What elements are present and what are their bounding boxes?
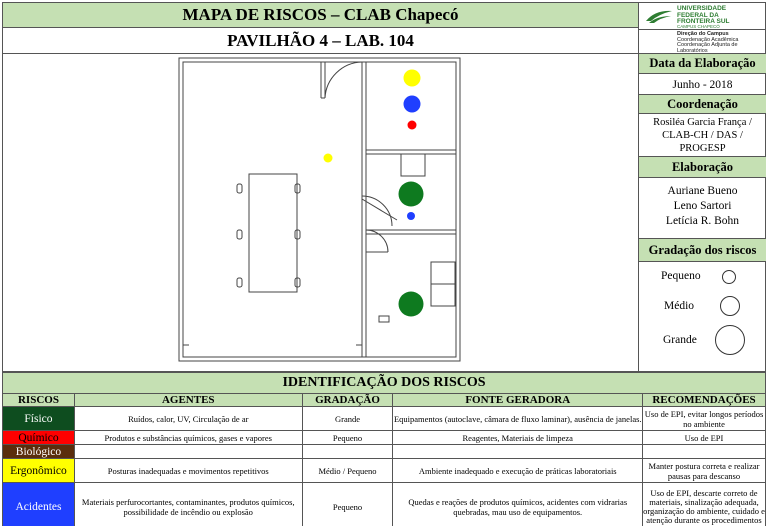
risk-agents bbox=[74, 445, 302, 459]
grade-large-circle bbox=[715, 325, 745, 355]
floor-plan bbox=[3, 54, 640, 372]
risk-grade: Médio / Pequeno bbox=[302, 459, 393, 483]
university-logo-block bbox=[639, 2, 766, 54]
university-name: UNIVERSIDADE FEDERAL DA FRONTEIRA SUL bbox=[677, 5, 730, 25]
map-title: MAPA DE RISCOS – CLAB Chapecó bbox=[2, 2, 639, 28]
col-agents: AGENTES bbox=[74, 394, 302, 407]
risk-agents: Posturas inadequadas e movimentos repetitivos bbox=[74, 459, 302, 483]
risk-agents: Ruídos, calor, UV, Circulação de ar bbox=[74, 407, 302, 431]
grade-heading: Gradação dos riscos bbox=[639, 238, 766, 262]
col-grade: GRADAÇÃO bbox=[302, 394, 393, 407]
department-lines: Direção do Campus Coordenação Acadêmica Coordenação Adjunta de Laboratórios bbox=[677, 31, 739, 54]
grade-small-circle bbox=[722, 270, 736, 284]
table-row bbox=[3, 483, 766, 526]
elaboration-heading: Elaboração bbox=[639, 156, 766, 178]
grade-medium-circle bbox=[720, 296, 740, 316]
col-risks: RISCOS bbox=[3, 394, 75, 407]
university-logo-icon bbox=[645, 8, 673, 24]
risk-grade: Pequeno bbox=[302, 483, 393, 526]
risk-name: Biológico bbox=[3, 445, 75, 459]
info-sidebar bbox=[639, 54, 766, 372]
risk-agents: Produtos e substâncias químicos, gases e vapores bbox=[74, 431, 302, 445]
risk-recommendation bbox=[643, 445, 766, 459]
risk-recommendation: Uso de EPI, evitar longos períodos no ambiente bbox=[643, 407, 766, 431]
risk-marker-ergonomic-small bbox=[324, 154, 333, 163]
risk-recommendation: Uso de EPI, descarte correto de materiais, sinalização adequada, organização do ambiente, cuidado e atenção durante os procedimentos bbox=[643, 483, 766, 526]
col-source: FONTE GERADORA bbox=[393, 394, 643, 407]
grade-medium-label: Médio bbox=[664, 300, 695, 312]
risk-name: Ergonômico bbox=[3, 459, 75, 483]
risk-grade bbox=[302, 445, 393, 459]
risk-source: Quedas e reações de produtos químicos, acidentes com vidrarias quebradas, mau uso de equipamentos. bbox=[393, 483, 643, 526]
elaboration-authors: Auriane Bueno Leno Sartori Letícia R. Bohn bbox=[665, 185, 740, 227]
col-recommendations: RECOMENDAÇÕES bbox=[643, 394, 766, 407]
risk-grade: Grande bbox=[302, 407, 393, 431]
table-row bbox=[3, 431, 766, 445]
risk-marker-accident-medium bbox=[404, 96, 421, 113]
risk-source: Equipamentos (autoclave, câmara de fluxo laminar), ausência de janelas. bbox=[393, 407, 643, 431]
table-row bbox=[3, 459, 766, 483]
risk-name: Químico bbox=[3, 431, 75, 445]
table-row bbox=[3, 407, 766, 431]
risk-marker-physical-large bbox=[399, 182, 424, 207]
risk-source: Reagentes, Materiais de limpeza bbox=[393, 431, 643, 445]
risk-marker-chemical-small bbox=[408, 121, 417, 130]
risk-marker-ergonomic-medium bbox=[404, 70, 421, 87]
risk-name: Acidentes bbox=[3, 483, 75, 526]
coordination-heading: Coordenação bbox=[639, 94, 766, 114]
risk-marker-accident-small bbox=[407, 212, 415, 220]
lab-subtitle: PAVILHÃO 4 – LAB. 104 bbox=[2, 28, 639, 54]
floor-plan-area bbox=[2, 54, 639, 372]
table-row bbox=[3, 445, 766, 459]
risk-source bbox=[393, 445, 643, 459]
risk-identification-table bbox=[2, 372, 766, 526]
campus-name: CAMPUS CHAPECÓ bbox=[677, 24, 720, 29]
date-value: Junho - 2018 bbox=[672, 79, 733, 91]
risk-source: Ambiente inadequado e execução de práticas laboratoriais bbox=[393, 459, 643, 483]
risk-agents: Materiais perfurocortantes, contaminantes, produtos químicos, possibilidade de incêndio ou explosão bbox=[74, 483, 302, 526]
risk-recommendation: Manter postura correta e realizar pausas para descanso bbox=[643, 459, 766, 483]
grade-large-label: Grande bbox=[663, 334, 697, 346]
grade-small-label: Pequeno bbox=[661, 270, 701, 282]
risk-recommendation: Uso de EPI bbox=[643, 431, 766, 445]
coordination-text: Rosiléa Garcia França / CLAB-CH / DAS / PROGESP bbox=[653, 117, 752, 154]
risk-name: Físico bbox=[3, 407, 75, 431]
risk-marker-physical-large-2 bbox=[399, 292, 424, 317]
risk-grade: Pequeno bbox=[302, 431, 393, 445]
date-heading: Data da Elaboração bbox=[639, 54, 766, 74]
table-heading: IDENTIFICAÇÃO DOS RISCOS bbox=[3, 373, 766, 394]
